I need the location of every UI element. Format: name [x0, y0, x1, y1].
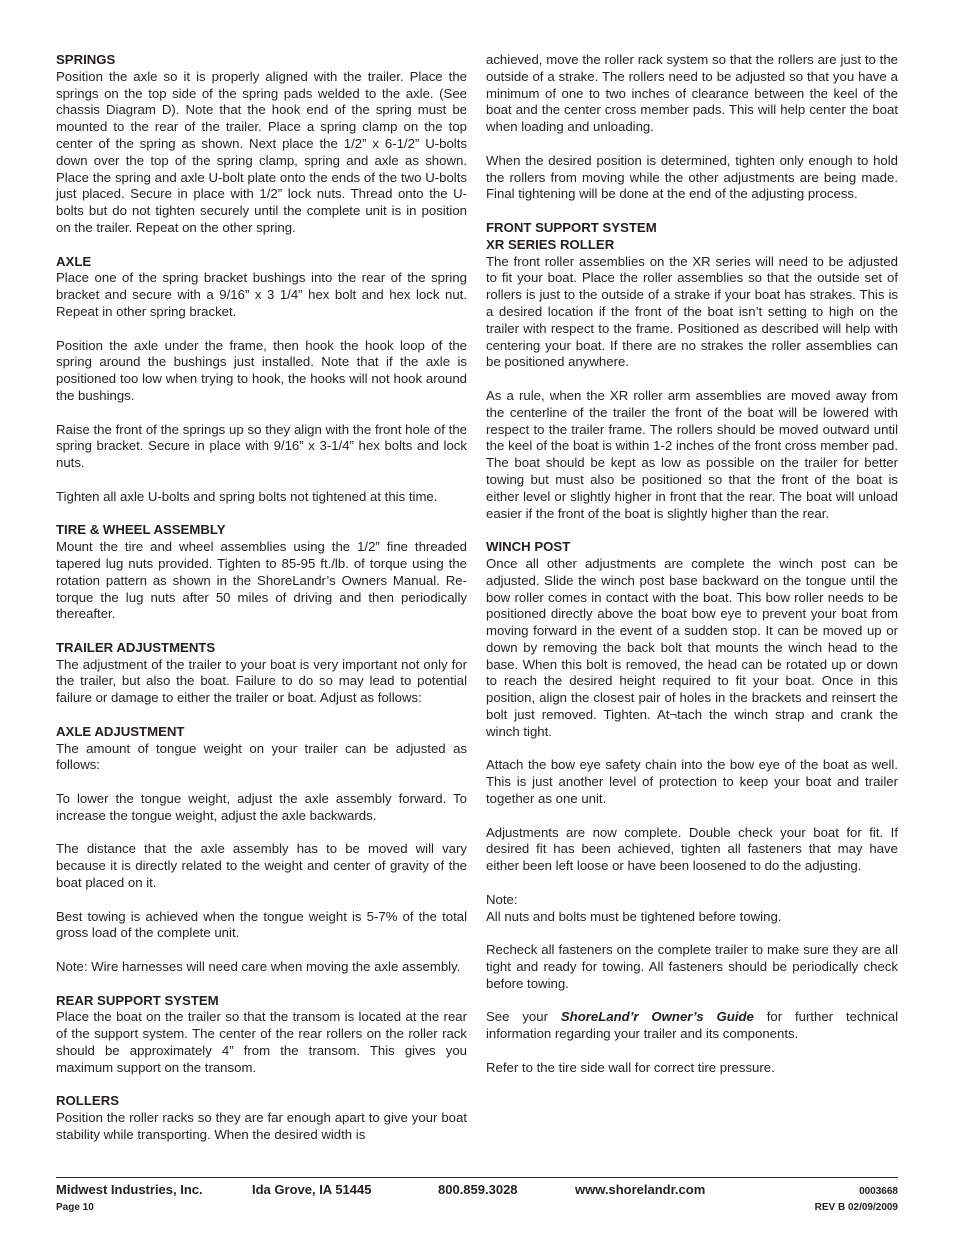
footer-revision: REV B 02/09/2009 [814, 1202, 898, 1213]
owners-guide-paragraph [486, 1009, 898, 1043]
footer-phone: 800.859.3028 [438, 1182, 518, 1197]
axle-adjustment-paragraph-5: Note: Wire harnesses will need care when moving the axle assembly. [56, 959, 461, 975]
rollers-continued-paragraph-2: When the desired position is determined, tighten only enough to hold the rollers from moving while the other adjustments are being made. Final tightening will be done at the end of the adjusting process. [486, 152, 898, 202]
winch-post-heading: WINCH POST [486, 539, 571, 555]
note-label: Note: [486, 891, 518, 907]
axle-paragraph-4: Tighten all axle U-bolts and spring bolts not tightened at this time. [56, 488, 438, 504]
axle-adjustment-heading: AXLE ADJUSTMENT [56, 723, 185, 739]
tire-wheel-heading: TIRE & WHEEL ASSEMBLY [56, 522, 226, 538]
axle-adjustment-paragraph-1: The amount of tongue weight on your trailer can be adjusted as follows: [56, 740, 467, 773]
trailer-adjustments-heading: TRAILER ADJUSTMENTS [56, 639, 216, 655]
right-column [486, 52, 898, 1093]
front-support-paragraph-1: The front roller assemblies on the XR series will need to be adjusted to fit your boat. Place the roller assemblies so that the outside set of rollers is just to the outside of a strake if your boat has strakes. This is a desired location if the front of the boat isn’t setting to high on the trailer with respect to the frame. Positioned as described will help with centering your boat. If there are no strakes the roller assemblies can be positioned anywhere. [486, 253, 898, 370]
footer-company: Midwest Industries, Inc. [56, 1182, 203, 1197]
winch-post-paragraph-2: Attach the bow eye safety chain into the bow eye of the boat as well. This is just another level of protection to keep your boat and trailer together as one unit. [486, 757, 898, 807]
axle-paragraph-1: Place one of the spring bracket bushings into the rear of the spring bracket and secure with a 9/16” x 3 1/4” hex bolt and hex lock nut. Repeat in other spring bracket. [56, 270, 467, 319]
rollers-heading: ROLLERS [56, 1093, 120, 1109]
axle-paragraph-3: Raise the front of the springs up so they align with the front hole of the spring bracket. Secure in place with 9/16” x 3-1/4” hex bolts and lock nuts. [56, 421, 467, 471]
tire-pressure-note: Refer to the tire side wall for correct tire pressure. [486, 1059, 775, 1075]
axle-adjustment-paragraph-2: To lower the tongue weight, adjust the axle assembly forward. To increase the tongue weight, adjust the axle backwards. [56, 791, 467, 823]
winch-post-paragraph-3: Adjustments are now complete. Double check your boat for fit. If desired fit has been achieved, tighten all fasteners that may have either been left loose or have been loosened to do the adjusting. [486, 824, 898, 874]
axle-paragraph-2: Position the axle under the frame, then hook the hook loop of the spring around the bushings just installed. Note that if the axle is positioned too low when trying to hook, the hooks will not hook around the bushings. [56, 337, 467, 403]
footer-divider [56, 1177, 898, 1178]
springs-heading: SPRINGS [56, 52, 116, 67]
axle-adjustment-paragraph-3: The distance that the axle assembly has to be moved will vary because it is directly related to the weight and center of gravity of the boat placed on it. [56, 841, 467, 891]
winch-post-paragraph-1: Once all other adjustments are complete the winch post can be adjusted. Slide the winch post base backward on the tongue until the bow roller comes in contact with the boat. This bow roller needs to be positioned directly above the boat bow eye to prevent your boat from moving forward in the event of a sudden stop. It can be moved up or down by removing the back bolt that mounts the winch head to the base. When this bolt is removed, the head can be rotated up or down to reach the desired height required to fit your boat. Once in this position, align the closest pair of holes in the brackets and reinsert the bolt just removed. Tighten. At¬tach the winch strap and crank the winch tight. [486, 555, 898, 739]
rollers-text: Position the roller racks so they are far enough apart to give your boat stability while transporting. When the desired width is [56, 1110, 467, 1142]
springs-text: Position the axle so it is properly aligned with the trailer. Place the springs on the top side of the spring pads welded to the axle. (See chassis Diagram D). Note that the hook end of the spring must be mounted to the rear of the trailer. Place a spring clamp on the top center of the spring as shown. Next place the 1/2” x 6-1/2” U-bolts down over the top of the spring clamp, spring and axle as shown. Place the spring and axle U-bolt plate onto the ends of the two U-bolts just placed. Secure in place with 1/2” lock nuts. Thread onto the U-bolts but do not tighten securely until the complete unit is in position on the trailer. Repeat on the other spring. [56, 68, 467, 235]
left-column [56, 52, 467, 1144]
footer-location: Ida Grove, IA 51445 [252, 1182, 372, 1197]
tire-wheel-text: Mount the tire and wheel assemblies using the 1/2” fine threaded tapered lug nuts provided. Tighten to 85-95 ft./lb. of torque using the rotation pattern as shown in the ShoreLandr’s Owners Manual. Re-torque the lug nuts after 50 miles of driving and then periodically thereafter. [56, 539, 467, 622]
rollers-continued-paragraph-1: achieved, move the roller rack system so that the rollers are just to the outside of a strake. The rollers need to be adjusted so that you have a minimum of one to two inches of clearance between the keel of the boat and the center cross member pads. This will help center the boat when loading and unloading. [486, 52, 898, 135]
front-support-heading: FRONT SUPPORT SYSTEM [486, 219, 657, 235]
owners-guide-title: ShoreLand’r Owner’s Guide [560, 1009, 754, 1025]
owners-guide-pre: See your [486, 1009, 561, 1025]
footer-website: www.shorelandr.com [575, 1182, 706, 1197]
rear-support-heading: REAR SUPPORT SYSTEM [56, 992, 219, 1008]
axle-adjustment-paragraph-4: Best towing is achieved when the tongue weight is 5-7% of the total gross load of the complete unit. [56, 908, 467, 941]
axle-heading: AXLE [56, 253, 92, 269]
note-text: All nuts and bolts must be tightened before towing. [486, 908, 782, 924]
trailer-adjustments-text: The adjustment of the trailer to your boat is very important not only for the trailer, but also the boat. Failure to do so may lead to potential failure or damage to either the trailer or boat. Adjust as follows: [56, 656, 467, 706]
owners-guide-post: for further technical information regarding your trailer and its components. [486, 1009, 899, 1042]
xr-series-subheading: XR SERIES ROLLER [486, 236, 615, 252]
footer-doc-number: 0003668 [859, 1186, 898, 1197]
rear-support-text: Place the boat on the trailer so that the transom is located at the rear of the support system. The center of the rear rollers on the roller rack should be approximately 4” from the transom. This gives you maximum support on the transom. [56, 1009, 467, 1075]
winch-post-paragraph-4: Recheck all fasteners on the complete trailer to make sure they are all tight and ready for towing. All fasteners should be periodically check before towing. [486, 942, 898, 991]
front-support-paragraph-2: As a rule, when the XR roller arm assemblies are moved away from the centerline of the trailer the front of the boat will be lowered with respect to the trailer frame. The rollers should be moved outward until the keel of the boat is within 1-2 inches of the front cross member pad. The boat should be kept as low as possible on the trailer for better towing but must also be positioned so that the front of the boat is either level or slightly higher in front that the rear. The boat will unload easier if the front of the boat is slightly higher than the rear. [486, 387, 898, 521]
footer-page-number: Page 10 [56, 1202, 94, 1213]
